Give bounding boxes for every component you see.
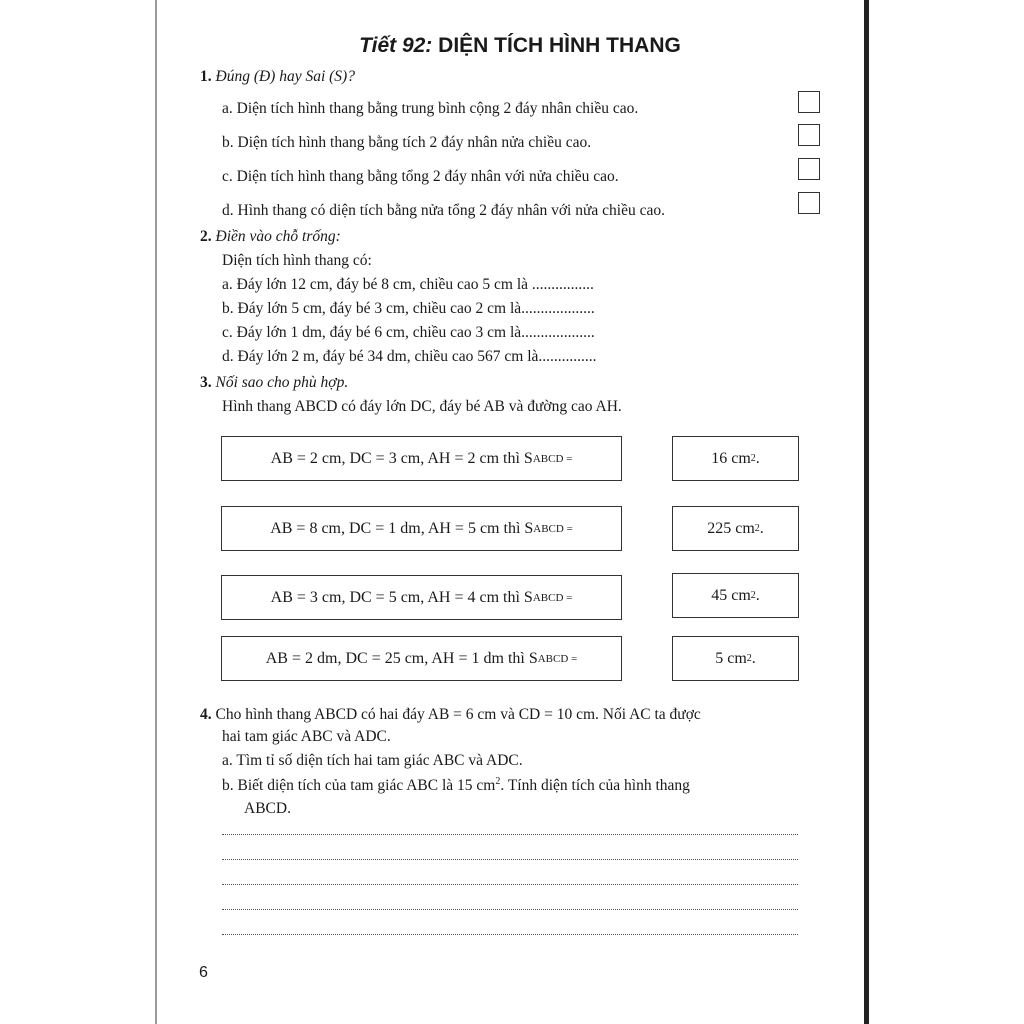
q2-heading: 2. Điền vào chỗ trống: bbox=[200, 228, 341, 245]
q3-left-box-1[interactable]: AB = 2 cm, DC = 3 cm, AH = 2 cm thì S ABCD = bbox=[221, 436, 622, 481]
q1-item-b: b. Diện tích hình thang bằng tích 2 đáy nhân nửa chiều cao. bbox=[222, 134, 592, 151]
q4-item-b: b. Biết diện tích của tam giác ABC là 15 $cm^2$. Tính diện tích của hình thang bbox=[222, 776, 690, 795]
q2-item-b: b. Đáy lớn 5 cm, đáy bé 3 cm, chiều cao 2 cm là................... bbox=[222, 300, 595, 317]
q1-heading: 1. Đúng (Đ) hay Sai (S)? bbox=[200, 68, 355, 85]
q4-line-1: 4. Cho hình thang ABCD có hai đáy AB = 6 cm và CD = 10 cm. Nối AC ta được bbox=[200, 706, 701, 723]
page-number: 6 bbox=[199, 964, 208, 981]
q3-right-box-3[interactable]: 45 cm 2 . bbox=[672, 573, 799, 618]
q1-item-a: a. Diện tích hình thang bằng trung bình cộng 2 đáy nhân chiều cao. bbox=[222, 100, 639, 117]
q3-left-box-3[interactable]: AB = 3 cm, DC = 5 cm, AH = 4 cm thì S ABCD = bbox=[221, 575, 622, 620]
q3-right-box-1[interactable]: 16 cm 2 . bbox=[672, 436, 799, 481]
q2-item-d: d. Đáy lớn 2 m, đáy bé 34 dm, chiều cao 567 cm là............... bbox=[222, 348, 597, 365]
page-title bbox=[200, 34, 840, 58]
q3-left-box-4[interactable]: AB = 2 dm, DC = 25 cm, AH = 1 dm thì S ABCD = bbox=[221, 636, 622, 681]
title-lesson-number: Tiết 92: bbox=[359, 34, 433, 57]
q3-intro: Hình thang ABCD có đáy lớn DC, đáy bé AB và đường cao AH. bbox=[222, 398, 622, 415]
page-left-edge bbox=[155, 0, 157, 1024]
q3-left-box-2[interactable]: AB = 8 cm, DC = 1 dm, AH = 5 cm thì S ABCD = bbox=[221, 506, 622, 551]
q3-right-box-2[interactable]: 225 cm 2 . bbox=[672, 506, 799, 551]
answer-line-4[interactable] bbox=[222, 909, 798, 910]
q1-answer-box-b[interactable] bbox=[798, 124, 820, 146]
q4-item-a: a. Tìm tỉ số diện tích hai tam giác ABC và ADC. bbox=[222, 752, 523, 769]
q3-heading: 3. Nối sao cho phù hợp. bbox=[200, 374, 349, 391]
q1-answer-box-a[interactable] bbox=[798, 91, 820, 113]
q4-line-2: hai tam giác ABC và ADC. bbox=[222, 728, 391, 745]
q1-item-c: c. Diện tích hình thang bằng tổng 2 đáy nhân với nửa chiều cao. bbox=[222, 168, 619, 185]
q1-answer-box-d[interactable] bbox=[798, 192, 820, 214]
q2-item-a: a. Đáy lớn 12 cm, đáy bé 8 cm, chiều cao 5 cm là ................ bbox=[222, 276, 594, 293]
q1-item-d: d. Hình thang có diện tích bằng nửa tổng 2 đáy nhân với nửa chiều cao. bbox=[222, 202, 665, 219]
answer-line-5[interactable] bbox=[222, 934, 798, 935]
q2-item-c: c. Đáy lớn 1 dm, đáy bé 6 cm, chiều cao 3 cm là................... bbox=[222, 324, 595, 341]
q2-intro: Diện tích hình thang có: bbox=[222, 252, 372, 269]
answer-line-2[interactable] bbox=[222, 859, 798, 860]
q1-answer-box-c[interactable] bbox=[798, 158, 820, 180]
answer-line-1[interactable] bbox=[222, 834, 798, 835]
answer-line-3[interactable] bbox=[222, 884, 798, 885]
title-text: DIỆN TÍCH HÌNH THANG bbox=[438, 34, 681, 57]
q4-item-b-line-2: ABCD. bbox=[244, 800, 291, 817]
page-right-edge bbox=[864, 0, 869, 1024]
q3-right-box-4[interactable]: 5 cm 2 . bbox=[672, 636, 799, 681]
